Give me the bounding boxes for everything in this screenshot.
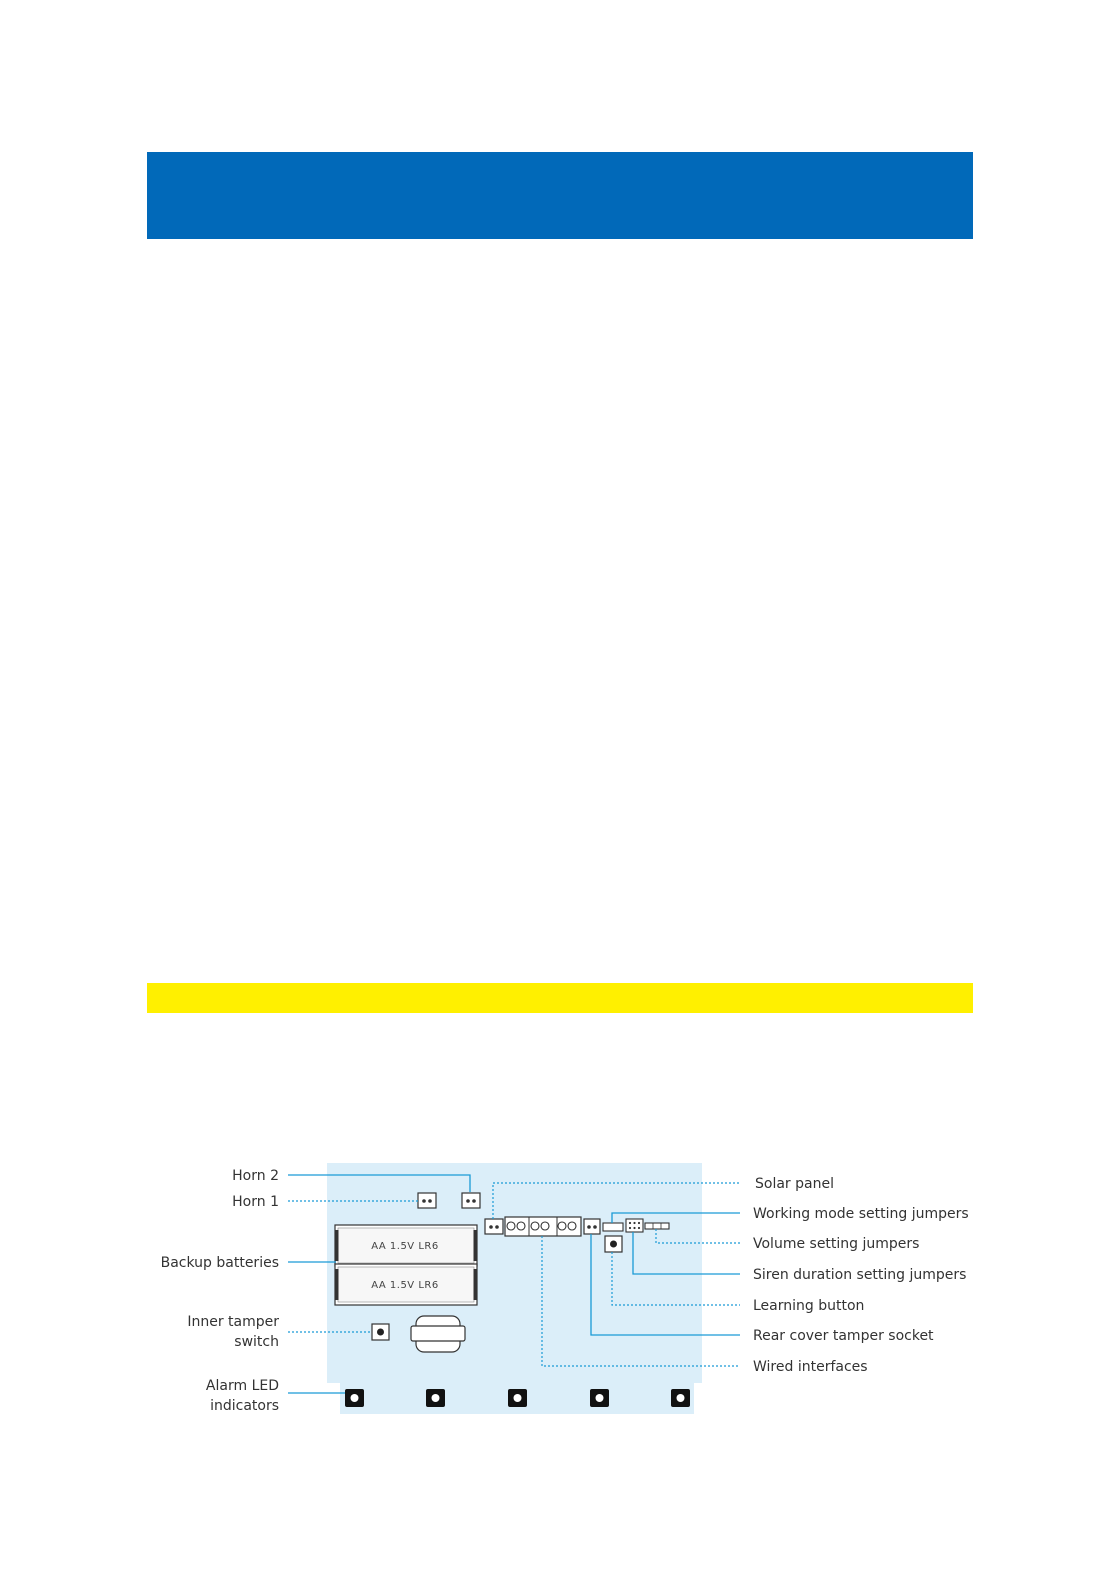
label-volume: Volume setting jumpers — [753, 1236, 920, 1252]
solar-panel-connector — [485, 1219, 503, 1234]
rear-cover-tamper-socket — [584, 1219, 600, 1234]
alarm-led-5 — [671, 1389, 690, 1407]
label-horn1: Horn 1 — [232, 1194, 279, 1210]
alarm-led-3 — [508, 1389, 527, 1407]
label-horn2: Horn 2 — [232, 1168, 279, 1184]
label-alarm-led-line1: Alarm LED — [205, 1378, 279, 1394]
battery-holder-bottom — [335, 1264, 477, 1305]
horn2-connector — [462, 1193, 480, 1208]
battery-label-top: AA 1.5V LR6 — [371, 1241, 439, 1252]
wired-interfaces-terminal — [505, 1217, 581, 1236]
label-rear-cover-tamper: Rear cover tamper socket — [753, 1328, 934, 1344]
horn1-connector — [418, 1193, 436, 1208]
label-alarm-led-line2: indicators — [210, 1398, 279, 1414]
label-siren-duration: Siren duration setting jumpers — [753, 1267, 967, 1283]
label-working-mode: Working mode setting jumpers — [753, 1206, 969, 1222]
volume-jumper — [645, 1223, 669, 1229]
siren-duration-jumpers — [626, 1219, 643, 1232]
label-solar-panel: Solar panel — [755, 1176, 834, 1192]
label-wired-interfaces: Wired interfaces — [753, 1359, 868, 1375]
learning-button — [605, 1236, 622, 1252]
label-learning-button: Learning button — [753, 1298, 865, 1314]
battery-holder-top — [335, 1225, 477, 1266]
working-mode-jumper — [603, 1223, 623, 1231]
coil-component — [411, 1316, 465, 1352]
alarm-led-2 — [426, 1389, 445, 1407]
label-inner-tamper-line1: Inner tamper — [187, 1314, 279, 1330]
label-backup-batteries: Backup batteries — [160, 1255, 279, 1271]
alarm-led-4 — [590, 1389, 609, 1407]
battery-label-bottom: AA 1.5V LR6 — [371, 1280, 439, 1291]
inner-tamper-switch — [372, 1324, 389, 1340]
label-inner-tamper-line2: switch — [234, 1334, 279, 1350]
alarm-led-1 — [345, 1389, 364, 1407]
